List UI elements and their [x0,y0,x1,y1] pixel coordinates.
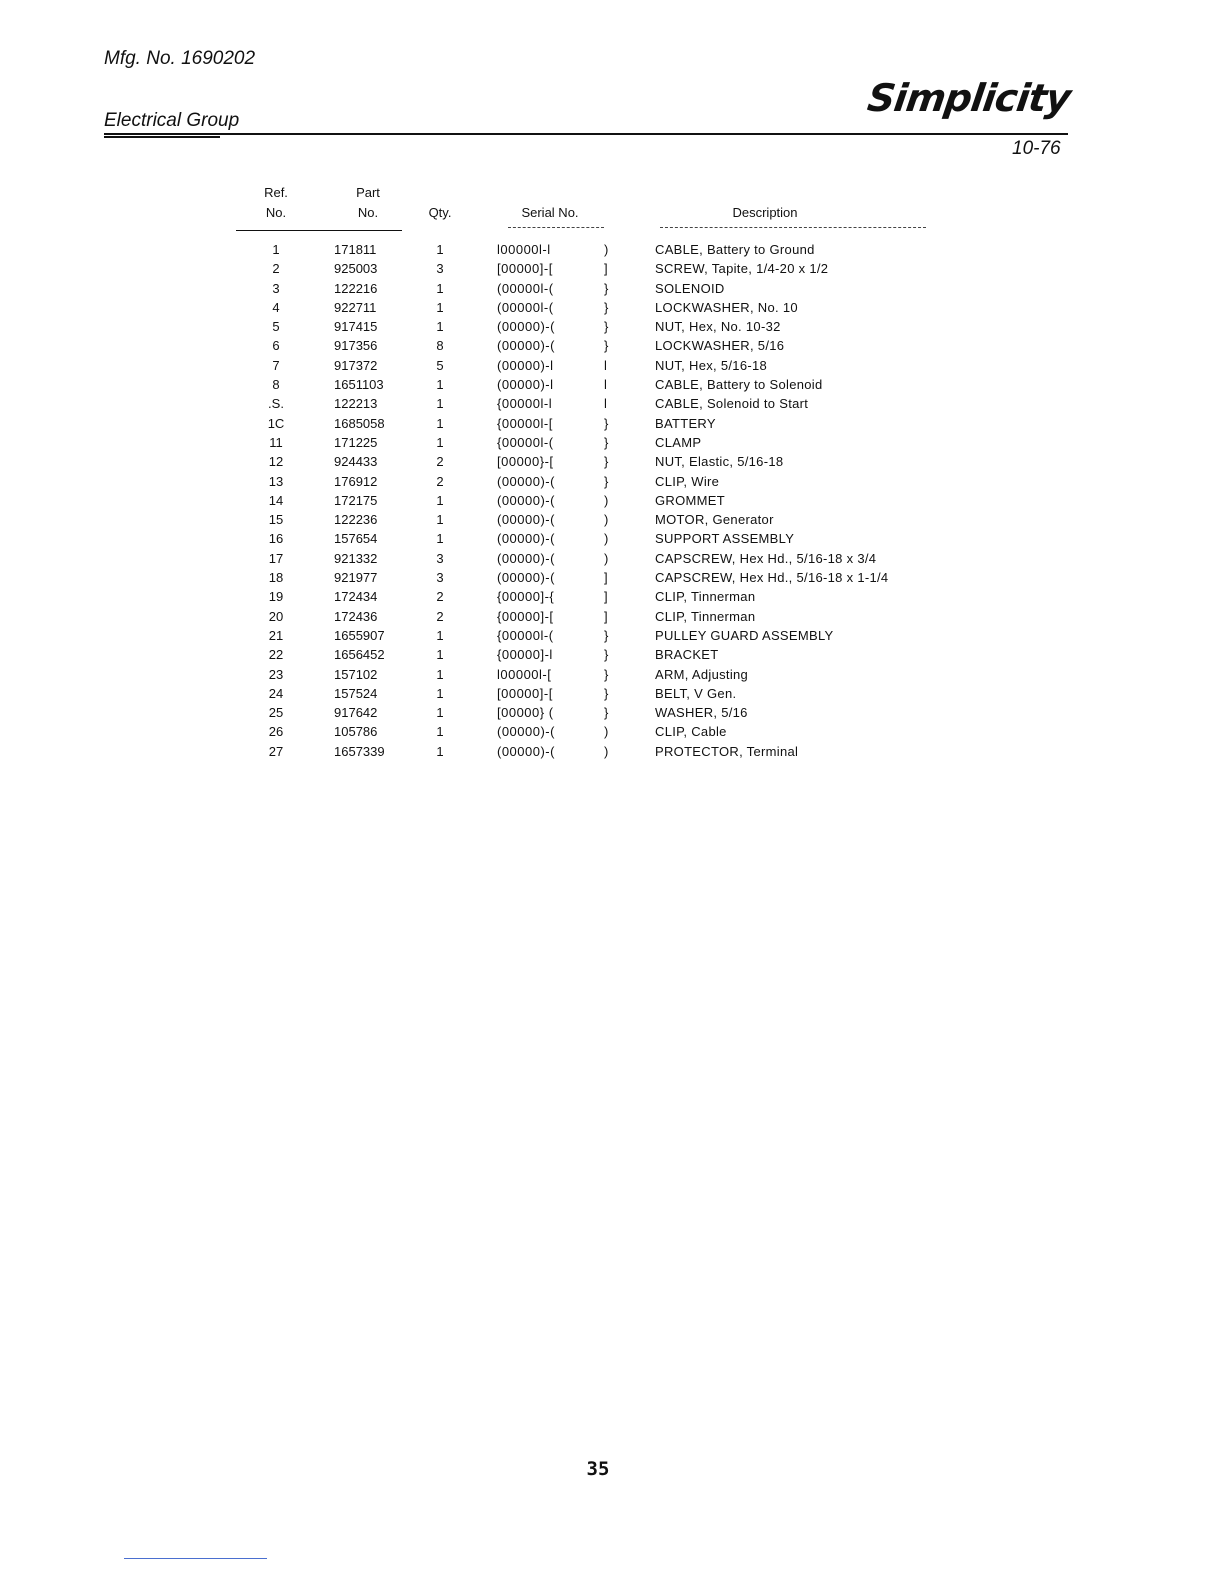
serial-range: l00000l-[ [497,666,552,682]
serial-bracket: ] [604,608,608,624]
quantity: 1 [436,415,444,431]
serial-range: {00000l-( [497,434,554,450]
table-row [0,356,1224,375]
description: SUPPORT ASSEMBLY [655,531,795,547]
part-number: 921332 [334,550,378,566]
ref-number: 7 [272,357,280,373]
table-row [0,279,1224,298]
revision-date: 10-76 [1012,138,1061,159]
ref-number: 20 [268,608,284,624]
quantity: 8 [436,338,444,354]
part-number: 172175 [334,492,378,508]
parts-table [0,240,1224,761]
ref-number: 1 [272,242,280,257]
quantity: 2 [436,608,444,624]
part-number: 1656452 [334,647,385,663]
part-number: 171225 [334,434,378,450]
part-number: 157524 [334,685,378,701]
description: CLIP, Tinnerman [655,608,756,624]
column-header-description: Description [732,205,798,220]
column-header-part-line1: Part [356,185,380,200]
description: LOCKWASHER, 5/16 [655,338,785,354]
column-header-ref-line1: Ref. [264,185,288,200]
table-row [0,722,1224,741]
table-row [0,472,1224,491]
serial-bracket: ) [604,743,609,759]
serial-bracket: } [604,415,609,431]
description: CABLE, Battery to Solenoid [655,377,823,393]
quantity: 3 [436,550,444,566]
serial-bracket: ) [604,724,609,740]
serial-range: (00000)-( [497,743,555,759]
quantity: 1 [436,705,444,721]
part-number: 1655907 [334,627,385,643]
serial-bracket: ] [604,261,608,277]
serial-bracket: l [604,396,607,412]
column-header-part-line2: No. [357,205,379,220]
serial-range: [00000]-[ [497,685,553,701]
description: CLAMP [655,434,702,450]
ref-number: 1C [267,415,285,431]
table-row [0,317,1224,336]
table-row [0,529,1224,548]
quantity: 3 [436,261,444,277]
ref-number: 25 [268,705,284,721]
serial-bracket: } [604,473,609,489]
ref-number: 3 [272,280,280,296]
serial-range: (00000)-( [497,338,555,354]
serial-bracket: ) [604,242,609,257]
ref-number: 17 [268,550,284,566]
ref-number: 11 [269,434,283,450]
quantity: 1 [436,377,444,393]
quantity: 1 [436,627,444,643]
ref-number: 8 [272,377,280,393]
quantity: 5 [436,357,444,373]
brand-logo: Simplicity [864,76,1073,120]
part-number: 917642 [334,705,378,721]
description: SOLENOID [655,280,725,296]
column-header-serial: Serial No. [521,205,579,220]
serial-bracket: } [604,685,609,701]
serial-bracket: } [604,666,609,682]
description: CAPSCREW, Hex Hd., 5/16-18 x 1-1/4 [655,570,889,586]
ref-number: 27 [268,743,284,759]
quantity: 1 [436,512,444,528]
part-number: 105786 [334,724,378,740]
quantity: 1 [436,743,444,759]
serial-range: (00000)-( [497,531,555,547]
serial-bracket: ] [604,589,608,605]
part-number: 171811 [334,242,377,257]
description: NUT, Hex, 5/16-18 [655,357,768,373]
table-row [0,240,1224,259]
part-number: 922711 [334,299,377,315]
part-number: 172436 [334,608,378,624]
quantity: 1 [436,299,444,315]
description: ARM, Adjusting [655,666,749,682]
table-header-rule [236,230,402,231]
table-row [0,433,1224,452]
part-number: 1657339 [334,743,385,759]
serial-bracket: ) [604,492,609,508]
description: BRACKET [655,647,719,663]
serial-range: (00000)-( [497,319,555,335]
ref-number: 4 [272,299,280,315]
table-row [0,684,1224,703]
serial-bracket: } [604,647,609,663]
table-row [0,742,1224,761]
description: CABLE, Solenoid to Start [655,396,809,412]
table-row [0,549,1224,568]
serial-bracket: ) [604,512,609,528]
table-row [0,336,1224,355]
table-row [0,510,1224,529]
quantity: 1 [436,531,444,547]
table-row [0,587,1224,606]
description: BELT, V Gen. [655,685,737,701]
part-number: 925003 [334,261,378,277]
serial-range: {00000l-( [497,627,554,643]
ref-number: 2 [272,261,280,277]
description: SCREW, Tapite, 1/4-20 x 1/2 [655,261,829,277]
serial-range: (00000)-( [497,473,555,489]
table-row [0,298,1224,317]
ref-number: 18 [268,570,284,586]
part-number: 122213 [334,396,378,412]
serial-bracket: } [604,454,609,470]
quantity: 3 [436,570,444,586]
table-row [0,568,1224,587]
quantity: 1 [436,434,444,450]
table-row [0,259,1224,278]
part-number: 917415 [334,319,378,335]
part-number: 1685058 [334,415,385,431]
column-header-qty: Qty. [428,205,452,220]
ref-number: 13 [268,473,284,489]
part-number: 917356 [334,338,378,354]
serial-header-dash [508,227,604,229]
page-number: 35 [586,1458,610,1480]
description: GROMMET [655,492,725,508]
serial-bracket: } [604,434,609,450]
part-number: 157654 [334,531,378,547]
mfg-number: Mfg. No. 1690202 [104,48,256,69]
serial-range: (00000)-( [497,550,555,566]
ref-number: 21 [268,627,284,643]
serial-range: (00000l-( [497,299,554,315]
table-row [0,665,1224,684]
table-row [0,375,1224,394]
serial-range: [00000} ( [497,705,554,721]
quantity: 2 [436,454,444,470]
description: WASHER, 5/16 [655,705,748,721]
description: CABLE, Battery to Ground [655,242,815,257]
serial-range: {00000l-[ [497,415,553,431]
ref-number: 6 [272,338,280,354]
quantity: 2 [436,473,444,489]
serial-range: (00000)-( [497,570,555,586]
description: CLIP, Cable [655,724,727,740]
serial-bracket: l [604,357,607,373]
table-row [0,703,1224,722]
serial-bracket: ) [604,550,609,566]
quantity: 1 [436,685,444,701]
quantity: 1 [436,396,444,412]
description: BATTERY [655,415,716,431]
ref-number: 26 [268,724,284,740]
footer-line [124,1558,267,1559]
ref-number: 5 [272,319,280,335]
part-number: 917372 [334,357,378,373]
ref-number: 24 [268,685,284,701]
part-number: 1651103 [334,377,384,393]
ref-number: 23 [268,666,284,682]
header-rule [104,133,1068,135]
ref-number: 14 [268,492,284,508]
serial-range: l00000l-l [497,242,551,257]
description: PROTECTOR, Terminal [655,743,799,759]
description: CLIP, Wire [655,473,720,489]
serial-range: {00000]-{ [497,589,555,605]
serial-bracket: } [604,280,609,296]
table-row [0,394,1224,413]
serial-bracket: ] [604,570,608,586]
column-header-ref [244,183,308,223]
serial-bracket: } [604,627,609,643]
quantity: 1 [436,280,444,296]
quantity: 1 [436,242,444,257]
serial-bracket: } [604,705,609,721]
serial-range: [00000]-[ [497,261,553,277]
serial-range: {00000l-l [497,396,553,412]
ref-number: 19 [268,589,284,605]
header-rule-accent [104,136,220,138]
table-row [0,626,1224,645]
serial-bracket: ) [604,531,609,547]
section-title: Electrical Group [104,110,240,131]
description: CLIP, Tinnerman [655,589,756,605]
column-header-part [336,183,400,223]
serial-range: (00000)-l [497,377,554,393]
part-number: 176912 [334,473,378,489]
description-header-dash [660,227,926,229]
quantity: 1 [436,319,444,335]
ref-number: 15 [268,512,284,528]
table-row [0,414,1224,433]
ref-number: .S. [268,396,284,412]
part-number: 122216 [334,280,378,296]
quantity: 1 [436,666,444,682]
part-number: 172434 [334,589,378,605]
part-number: 157102 [334,666,378,682]
serial-range: (00000)-( [497,512,555,528]
ref-number: 16 [268,531,284,547]
table-row [0,452,1224,471]
table-row [0,645,1224,664]
serial-range: {00000]-[ [497,608,554,624]
quantity: 1 [436,724,444,740]
quantity: 2 [436,589,444,605]
serial-range: {00000]-l [497,647,553,663]
serial-range: (00000)-( [497,724,555,740]
description: NUT, Elastic, 5/16-18 [655,454,784,470]
part-number: 924433 [334,454,378,470]
serial-range: (00000)-l [497,357,554,373]
part-number: 122236 [334,512,378,528]
description: MOTOR, Generator [655,512,774,528]
quantity: 1 [436,647,444,663]
ref-number: 12 [268,454,284,470]
quantity: 1 [436,492,444,508]
serial-range: (00000l-( [497,280,554,296]
description: LOCKWASHER, No. 10 [655,299,798,315]
serial-bracket: } [604,338,609,354]
table-row [0,491,1224,510]
serial-range: (00000)-( [497,492,555,508]
description: PULLEY GUARD ASSEMBLY [655,627,834,643]
table-row [0,607,1224,626]
column-header-ref-line2: No. [265,205,287,220]
serial-bracket: } [604,319,609,335]
ref-number: 22 [268,647,284,663]
part-number: 921977 [334,570,378,586]
serial-bracket: } [604,299,609,315]
description: CAPSCREW, Hex Hd., 5/16-18 x 3/4 [655,550,877,566]
serial-range: [00000}-[ [497,454,554,470]
description: NUT, Hex, No. 10-32 [655,319,781,335]
serial-bracket: l [604,377,607,393]
